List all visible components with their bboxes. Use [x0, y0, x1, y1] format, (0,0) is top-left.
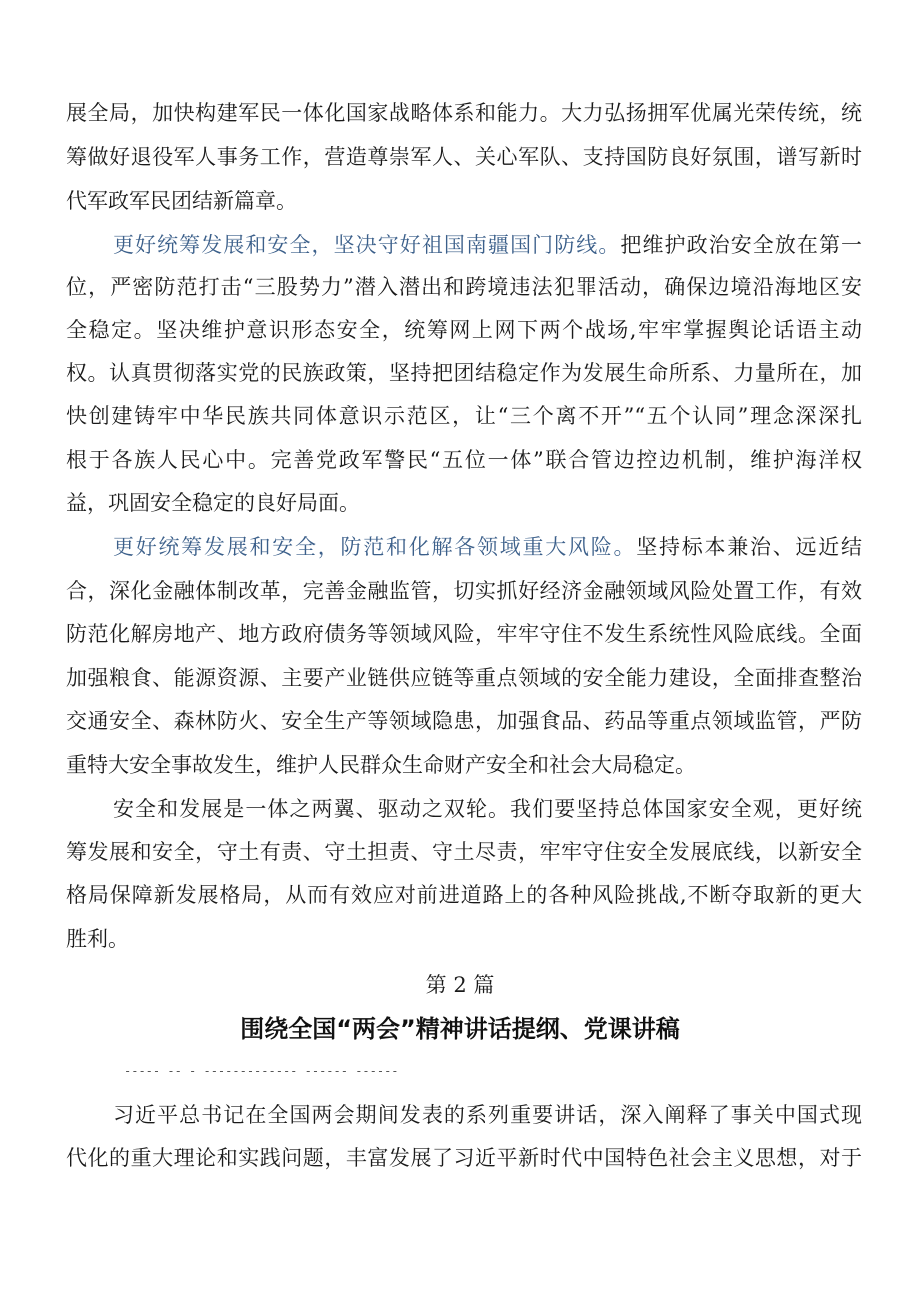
paragraph-line: 位，严密防范打击“三股势力”潜入潜出和跨境违法犯罪活动，确保边境沿海地区安: [66, 275, 862, 299]
paragraph-line: 胜利。: [66, 927, 129, 951]
paragraph-line: 重特大安全事故发生，维护人民群众生命财产安全和社会大局稳定。: [66, 753, 696, 777]
section-heading-highlight: 更好统筹发展和安全，坚决守好祖国南疆国门防线。: [113, 233, 621, 257]
paragraph-line: 合，深化金融体制改革，完善金融监管，切实抓好经济金融领域风险处置工作，有效: [66, 579, 862, 603]
paragraph-line: 根于各族人民心中。完善党政军警民“五位一体”联合管边控边机制，维护海洋权: [66, 448, 862, 472]
paragraph-text: 把维护政治安全放在第一: [620, 233, 862, 257]
paragraph-line: 防范化解房地产、地方政府债务等领域风险，牢牢守住不发生系统性风险底线。全面: [66, 622, 862, 646]
paragraph-line: 格局保障新发展格局，从而有效应对前进道路上的各种风险挑战,不断夺取新的更大: [66, 883, 862, 907]
paragraph-line: 筹发展和安全，守土有责、守土担责、守土尽责，牢牢守住安全发展底线，以新安全: [66, 840, 862, 864]
paragraph-text: 坚持标本兼治、远近结: [636, 535, 862, 559]
paragraph-line: 代军政军民团结新篇章。: [66, 189, 297, 213]
section-heading-highlight: 更好统筹发展和安全，防范和化解各领域重大风险。: [113, 535, 637, 559]
paragraph-line: 权。认真贯彻落实党的民族政策，坚持把团结稳定作为发展生命所系、力量所在，加: [66, 361, 862, 385]
paragraph-first-line: [113, 532, 862, 562]
paragraph-line: 筹做好退役军人事务工作，营造尊崇军人、关心军队、支持国防良好氛围，谱写新时: [66, 145, 862, 169]
paragraph-line: 全稳定。坚决维护意识形态安全，统筹网上网下两个战场,牢牢掌握舆论话语主动: [66, 318, 862, 342]
paragraph-first-line: 安全和发展是一体之两翼、驱动之双轮。我们要坚持总体国家安全观，更好统: [113, 797, 862, 821]
paragraph-line: 交通安全、森林防火、安全生产等领域隐患，加强食品、药品等重点领域监管，严防: [66, 709, 862, 733]
paragraph-line: 代化的重大理论和实践问题，丰富发展了习近平新时代中国特色社会主义思想，对于: [66, 1146, 862, 1170]
paragraph-first-line: 习近平总书记在全国两会期间发表的系列重要讲话，深入阐释了事关中国式现: [113, 1103, 862, 1127]
paragraph-line: 展全局，加快构建军民一体化国家战略体系和能力。大力弘扬拥军优属光荣传统，统: [66, 101, 862, 125]
section-label: 第 2 篇: [425, 973, 495, 997]
paragraph-line: 快创建铸牢中华民族共同体意识示范区，让“三个离不开”“五个认同”理念深深扎: [66, 404, 862, 428]
paragraph-line: 益，巩固安全稳定的良好局面。: [66, 491, 360, 515]
paragraph-first-line: [113, 230, 862, 260]
paragraph-line: 加强粮食、能源资源、主要产业链供应链等重点领域的安全能力建设，全面排查整治: [66, 666, 862, 690]
article-title: 围绕全国“两会”精神讲话提纲、党课讲稿: [240, 1015, 680, 1043]
separator-dashes: ----- -- - ------------- ------ ------: [124, 1064, 399, 1078]
